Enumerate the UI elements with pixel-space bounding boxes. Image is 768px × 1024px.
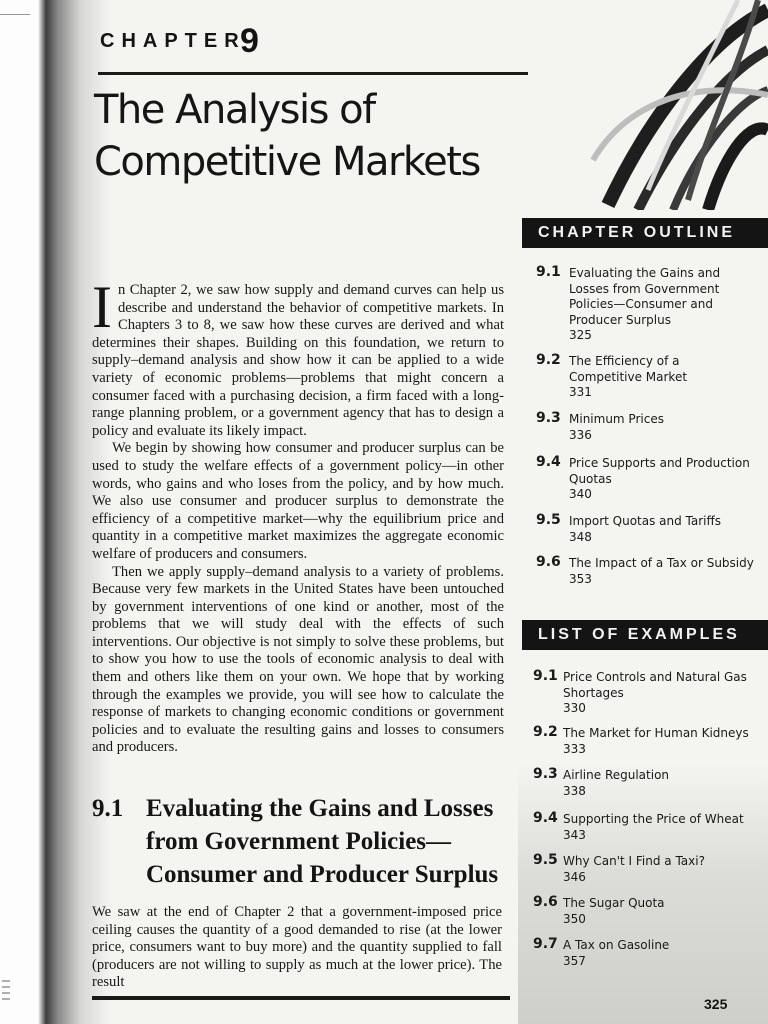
outline-item: 9.5 Import Quotas and Tariffs 348 [536,512,722,544]
chapter-rule [98,72,528,75]
decorative-curves-image [588,0,768,210]
outline-item: 9.2 The Efficiency of a Competitive Market 331 [536,352,688,399]
drop-cap: I [92,274,112,340]
outline-item: 9.1 Evaluating the Gains and Losses from Government Policies—Consumer and Producer Surplus 325 [536,264,721,342]
example-item: 9.3 Airline Regulation 338 [533,766,670,798]
example-item: 9.2 The Market for Human Kidneys 333 [533,724,749,756]
example-item: 9.1 Price Controls and Natural Gas Shortages 330 [533,668,747,715]
section-title: Evaluating the Gains and Losses from Government Policies—Consumer and Producer Surplus [146,795,499,888]
chapter-title: The Analysis of Competitive Markets [94,87,480,185]
section-text: We saw at the end of Chapter 2 that a government-imposed price ceiling causes the quantity of a good demanded to rise (at the lower price, consumers want to buy more) and the quantity supplied to fall (producers are not willing to supply as much at the lower price). The result [92,904,502,991]
section-heading [92,792,512,891]
intro-paragraph-1: In Chapter 2, we saw how supply and demand curves can help us describe and understand the behavior of competitive markets. In Chapters 3 to 8, we saw how these curves are derived and what determines their shapes. Building on this foundation, we return to supply–demand analysis and show how it can be applied to a wide variety of economic problems—problems that might concern a consumer faced with a purchasing decision, a firm faced with a long-range planning problem, or a government agency that has to design a policy and evaluate its likely impact. [92,274,504,439]
outline-item: 9.4 Price Supports and Production Quotas 340 [536,454,750,501]
intro-paragraph-3: Then we apply supply–demand analysis to a variety of problems. Because very few markets in the United States have been untouched by government interventions of one kind or another, most of the problems that we will study deal with the effects of such interventions. Our objective is not simply to solve these problems, but to show you how to use the tools of economic analysis to deal with them and others like them on your own. We hope that by working through the examples we provide, you will see how to calculate the response of markets to changing economic conditions or government policies and to evaluate the resulting gains and losses to consumers and producers. [92,563,504,756]
chapter-label: CHAPTER [100,30,246,52]
intro-paragraph-2: We begin by showing how consumer and producer surplus can be used to study the welfare effects of a government policy—in other words, who gains and who loses from the policy, and by how much. We also use consumer and producer surplus to demonstrate the efficiency of a competitive market—why the equilibrium price and quantity in a competitive market maximizes the aggregate economic welfare of producers and consumers. [92,440,504,562]
page-number: 325 [704,996,728,1012]
list-of-examples-heading: LIST OF EXAMPLES [522,620,768,650]
outline-item: 9.3 Minimum Prices 336 [536,410,664,442]
outline-item: 9.6 The Impact of a Tax or Subsidy 353 [536,554,754,586]
chapter-number: 9 [240,22,259,60]
example-item: 9.4 Supporting the Price of Wheat 343 [533,810,744,842]
example-item: 9.6 The Sugar Quota 350 [533,894,665,926]
section-number: 9.1 [92,795,124,822]
intro-text [92,274,504,757]
bottom-rule [92,996,510,1000]
example-item: 9.5 Why Can't I Find a Taxi? 346 [533,852,705,884]
chapter-outline-heading: CHAPTER OUTLINE [522,218,768,248]
scan-edge-marks [2,980,10,1004]
scan-mark [0,14,30,15]
example-item: 9.7 A Tax on Gasoline 357 [533,936,670,968]
